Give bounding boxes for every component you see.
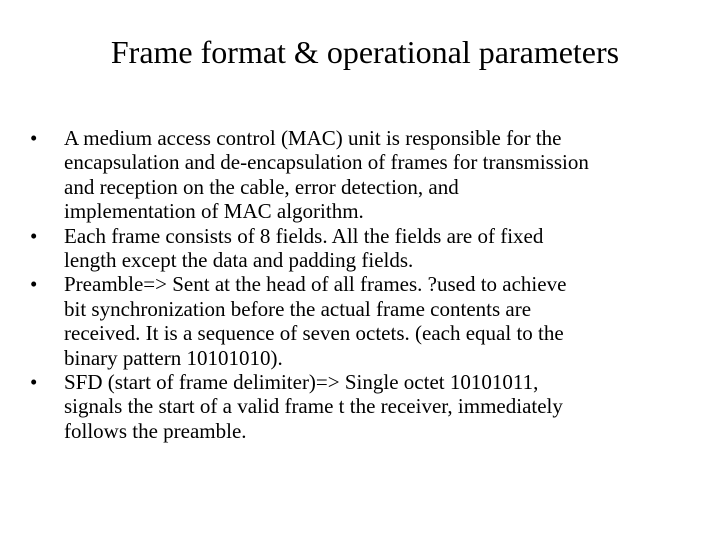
- bullet-icon: •: [30, 223, 38, 248]
- bullet-item-4: [0, 370, 676, 443]
- bullet-2-line-1: Each frame consists of 8 fields. All the fields are of fixed: [64, 223, 544, 248]
- bullet-3-line-2: bit synchronization before the actual frame contents are: [64, 296, 532, 321]
- bullet-1-line-4: implementation of MAC algorithm.: [64, 199, 364, 224]
- bullet-1-line-1: A medium access control (MAC) unit is responsible for the: [64, 126, 562, 150]
- bullet-item-3: [0, 272, 676, 370]
- bullet-1-line-2: encapsulation and de-encapsulation of frames for transmission: [64, 150, 589, 175]
- bullet-1-line-3: and reception on the cable, error detection, and: [64, 174, 459, 199]
- bullet-2-line-2: length except the data and padding fields.: [64, 248, 414, 273]
- bullet-3-line-4: binary pattern 10101010).: [64, 345, 283, 370]
- bullet-4-line-3: follows the preamble.: [64, 418, 247, 443]
- bullet-3-line-1: Preamble=> Sent at the head of all frames. ?used to achieve: [64, 272, 567, 297]
- bullet-list: [0, 126, 720, 443]
- bullet-icon: •: [30, 370, 38, 395]
- slide-title: Frame format & operational parameters: [110, 34, 620, 70]
- bullet-icon: •: [30, 272, 38, 297]
- bullet-item-2: [0, 224, 676, 273]
- bullet-item-1: [0, 126, 676, 224]
- bullet-4-line-2: signals the start of a valid frame t the receiver, immediately: [64, 394, 563, 419]
- bullet-3-line-3: received. It is a sequence of seven octets. (each equal to the: [64, 321, 564, 346]
- bullet-icon: •: [30, 126, 38, 150]
- bullet-4-line-1: SFD (start of frame delimiter)=> Single octet 10101011,: [64, 370, 539, 395]
